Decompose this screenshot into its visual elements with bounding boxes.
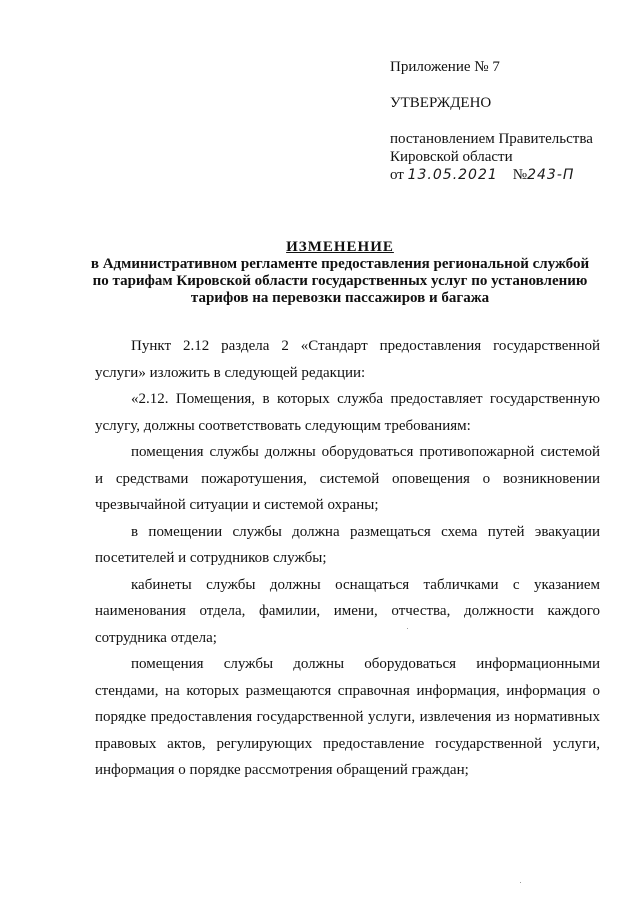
paragraph: «2.12. Помещения, в которых служба предоставляет государственную услугу, должны соответствовать следующим требованиям: bbox=[95, 391, 600, 434]
approval-block bbox=[390, 58, 593, 184]
paragraph: кабинеты службы должны оснащаться табличками с указанием наименования отдела, фамилии, имени, отчества, должности каждого сотрудника отдела; bbox=[95, 576, 600, 646]
date-number-line bbox=[390, 166, 593, 184]
title-line-1: в Административном регламенте предоставления региональной службой bbox=[90, 256, 590, 272]
paragraph: помещения службы должны оборудоваться противопожарной системой и средствами пожаротушения, системой оповещения о возникновении чрезвычайной ситуации и системой охраны; bbox=[95, 444, 600, 513]
approved-by-line1: постановлением Правительства bbox=[390, 131, 593, 147]
title-main: ИЗМЕНЕНИЕ bbox=[286, 239, 394, 255]
paragraph: Пункт 2.12 раздела 2 «Стандарт предоставления государственной услуги» изложить в следующей редакции: bbox=[95, 338, 600, 381]
handwritten-date: 13.05.2021 bbox=[407, 167, 498, 183]
handwritten-number: 243-П bbox=[527, 167, 575, 183]
approved-stamp: УТВЕРЖДЕНО bbox=[390, 95, 492, 111]
number-label: № bbox=[512, 167, 528, 183]
approved-by-line2: Кировской области bbox=[390, 149, 513, 165]
scan-dot bbox=[520, 882, 521, 883]
appendix-number: Приложение № 7 bbox=[390, 59, 500, 75]
title-line-2: по тарифам Кировской области государственных услуг по установлению bbox=[92, 273, 588, 289]
document-body bbox=[95, 333, 600, 784]
scan-dot bbox=[407, 628, 408, 629]
from-label: от bbox=[390, 167, 404, 183]
paragraph: в помещении службы должна размещаться схема путей эвакуации посетителей и сотрудников службы; bbox=[95, 523, 600, 566]
document-title bbox=[80, 239, 600, 307]
title-line-3: тарифов на перевозки пассажиров и багажа bbox=[190, 290, 490, 306]
paragraph: помещения службы должны оборудоваться информационными стендами, на которых размещаются справочная информация, информация о порядке предоставления государственной услуги, извлечения из нормативных правовых актов, регулирующих предоставление государственной услуги, информация о порядке рассмотрения обращений граждан; bbox=[95, 656, 600, 778]
